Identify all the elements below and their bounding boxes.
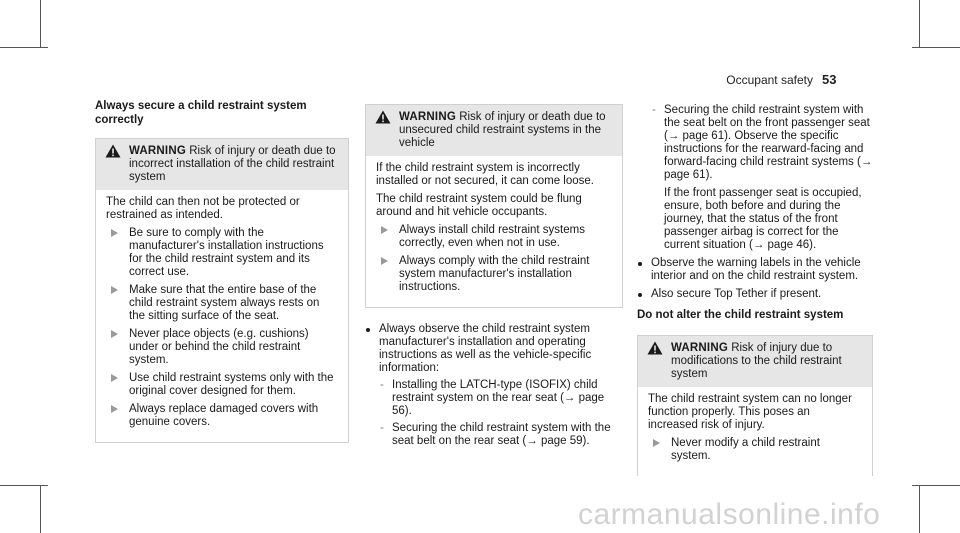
crop-mark [0, 47, 48, 48]
bullet-item [365, 323, 623, 375]
warning-text: The child restraint system can no longer function properly. This poses an increased risk of injury. [648, 393, 852, 431]
section-heading: Always secure a child restraint system correctly [95, 100, 307, 126]
crop-mark [912, 485, 960, 486]
warning-header [96, 139, 348, 190]
bullet-text: Also secure Top Tether if present. [651, 288, 822, 300]
warning-header [366, 105, 622, 156]
section-heading: Do not alter the child restraint system [637, 309, 844, 321]
warning-header [638, 336, 872, 387]
section-title: Occupant safety [726, 73, 813, 87]
warning-label: WARNING [671, 342, 728, 354]
warning-triangle-icon [375, 110, 391, 124]
bullet-item [637, 288, 873, 301]
crop-mark [919, 485, 920, 533]
warning-body [638, 387, 872, 476]
column-3 [637, 104, 873, 476]
warning-title: Risk of injury or death due to unsecured child restraint systems in the vehicle [399, 111, 606, 149]
warning-title: Risk of injury due to modifications to the child restraint system [671, 342, 842, 380]
watermark: carmanualsonline.info [578, 498, 881, 531]
crop-mark [919, 0, 920, 48]
bullet-text: Observe the warning labels in the vehicle interior and on the child restraint system. [651, 257, 861, 282]
dash-text: Securing the child restraint system with the seat belt on the front passenger seat (→ page 61). Observe the specific instructions for the rearward-facing and forward-facing child restraint systems (→ page 61). [664, 104, 873, 181]
instruction-step: Never modify a child restraint system. [648, 437, 862, 463]
dash-item [651, 104, 873, 182]
column-2 [365, 104, 623, 448]
warning-body [96, 190, 348, 442]
dash-marker: - [652, 104, 656, 116]
bullet-dot-icon [366, 328, 370, 332]
page-number: 53 [822, 72, 837, 87]
bullet-text: Always observe the child restraint system manufacturer's installation and operating instructions as well as the vehicle-specific information: [379, 323, 592, 374]
warning-box [365, 104, 623, 308]
warning-box [95, 138, 349, 443]
bullet-dot-icon [638, 293, 642, 297]
warning-title: Risk of injury or death due to incorrect installation of the child restraint system [129, 145, 336, 183]
instruction-step: Be sure to comply with the manufacturer's installation instructions for the child restraint system and its correct use. [106, 227, 338, 279]
dash-item [379, 379, 623, 418]
dash-continuation: If the front passenger seat is occupied, ensure, both before and during the journey, that the status of the front passenger airbag is correct for the current situation (→ page 46). [664, 187, 862, 251]
warning-triangle-icon [647, 341, 663, 355]
warning-text: If the child restraint system is incorrectly installed or not secured, it can come loose. [376, 162, 594, 187]
instruction-step: Always replace damaged covers with genuine covers. [106, 403, 338, 429]
column-1 [95, 99, 349, 443]
warning-box [637, 335, 873, 476]
sub-list [365, 379, 623, 448]
instruction-step: Use child restraint systems only with the original cover designed for them. [106, 372, 338, 398]
crop-mark [40, 485, 41, 533]
warning-text: The child restraint system could be flung around and hit vehicle occupants. [376, 193, 582, 218]
dash-marker: - [380, 422, 384, 434]
dash-text: Securing the child restraint system with the seat belt on the rear seat (→ page 59). [392, 422, 611, 447]
instruction-step: Always install child restraint systems correctly, even when not in use. [376, 224, 612, 250]
warning-triangle-icon [105, 144, 121, 158]
dash-item [379, 422, 623, 448]
sub-list [637, 104, 873, 252]
crop-mark [0, 485, 48, 486]
warning-label: WARNING [129, 145, 186, 157]
warning-label: WARNING [399, 111, 456, 123]
instruction-step: Never place objects (e.g. cushions) under or behind the child restraint system. [106, 328, 338, 367]
warning-text: The child can then not be protected or restrained as intended. [106, 196, 300, 221]
warning-body [366, 156, 622, 307]
bullet-item [637, 257, 873, 283]
dash-marker: - [380, 379, 384, 391]
crop-mark [40, 0, 41, 48]
bullet-dot-icon [638, 262, 642, 266]
crop-mark [912, 47, 960, 48]
instruction-step: Always comply with the child restraint system manufacturer's installation instructions. [376, 255, 612, 294]
instruction-step: Make sure that the entire base of the child restraint system always rests on the sitting surface of the seat. [106, 284, 338, 323]
dash-text: Installing the LATCH-type (ISOFIX) child restraint system on the rear seat (→ page 56). [392, 379, 605, 417]
